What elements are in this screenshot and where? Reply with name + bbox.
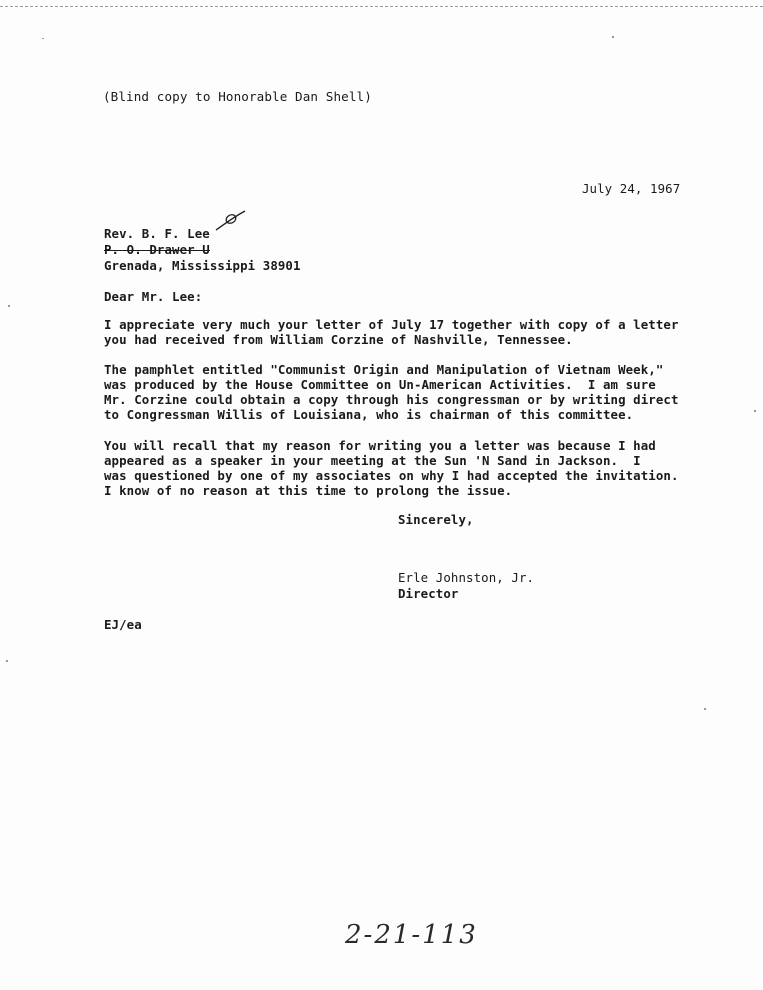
body-line: Mr. Corzine could obtain a copy through his congressman or by writing direct (104, 392, 679, 407)
closing: Sincerely, (398, 512, 474, 527)
recipient-city: Grenada, Mississippi 38901 (104, 258, 301, 273)
scan-edge (0, 0, 763, 7)
body-paragraph-1 (104, 317, 679, 347)
body-line: was produced by the House Committee on Un-American Activities. I am sure (104, 377, 656, 392)
salutation: Dear Mr. Lee: (104, 289, 203, 304)
body-line: You will recall that my reason for writing you a letter was because I had (104, 438, 656, 453)
scan-speck (6, 660, 8, 662)
handwritten-mark-icon (212, 208, 248, 234)
signature-name: Erle Johnston, Jr. (398, 570, 535, 585)
blind-copy-note: (Blind copy to Honorable Dan Shell) (103, 89, 372, 104)
body-paragraph-3 (104, 438, 679, 498)
letter-date: July 24, 1967 (582, 181, 681, 196)
scan-speck (42, 38, 44, 39)
scan-speck (612, 36, 614, 38)
typist-initials: EJ/ea (104, 617, 142, 632)
body-line: I appreciate very much your letter of July 17 together with copy of a letter (104, 317, 679, 332)
body-line: you had received from William Corzine of Nashville, Tennessee. (104, 332, 573, 347)
scan-speck (704, 708, 706, 710)
scan-speck (8, 305, 10, 307)
scan-speck (754, 410, 756, 412)
body-paragraph-2 (104, 362, 679, 422)
recipient-po-box: P. O. Drawer U (104, 242, 210, 257)
recipient-name: Rev. B. F. Lee (104, 226, 210, 241)
body-line: to Congressman Willis of Louisiana, who is chairman of this committee. (104, 407, 634, 422)
body-line: I know of no reason at this time to prolong the issue. (104, 483, 513, 498)
body-line: appeared as a speaker in your meeting at the Sun 'N Sand in Jackson. I (104, 453, 641, 468)
handwritten-file-number: 2-21-113 (345, 920, 478, 950)
body-line: The pamphlet entitled "Communist Origin and Manipulation of Vietnam Week," (104, 362, 664, 377)
body-line: was questioned by one of my associates on why I had accepted the invitation. (104, 468, 679, 483)
signature-title: Director (398, 586, 459, 601)
